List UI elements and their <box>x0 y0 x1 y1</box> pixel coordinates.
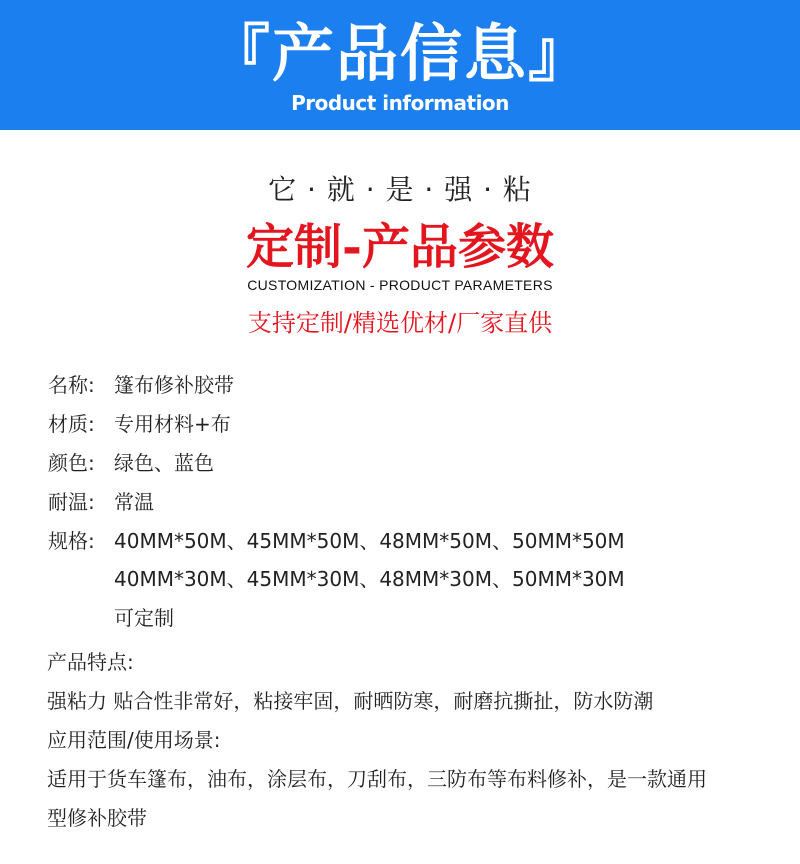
spec-label: 颜色: <box>48 451 95 475</box>
spec-row-material <box>48 410 231 438</box>
spec-label: 规格: <box>48 529 95 553</box>
spec-label: 耐温: <box>48 490 95 514</box>
spec-row-size <box>48 527 625 555</box>
section-title-en: CUSTOMIZATION - PRODUCT PARAMETERS <box>247 277 553 293</box>
spec-value: 绿色、蓝色 <box>114 451 214 475</box>
spec-size-line2: 40MM*30M、45MM*30M、48MM*30M、50MM*30M <box>114 567 625 591</box>
product-info-banner <box>0 0 800 130</box>
spec-row-temperature <box>48 488 154 516</box>
banner-subtitle: Product information <box>291 91 509 115</box>
spec-value: 常温 <box>114 490 154 514</box>
spec-label: 名称: <box>48 373 95 397</box>
tagline: 它 · 就 · 是 · 强 · 粘 <box>268 173 532 206</box>
usage-text-line2: 型修补胶带 <box>47 806 147 830</box>
spec-size-line3: 可定制 <box>114 606 174 630</box>
features-heading: 产品特点: <box>47 650 134 674</box>
spec-value: 篷布修补胶带 <box>114 373 234 397</box>
spec-value: 40MM*50M、45MM*50M、48MM*50M、50MM*50M <box>114 529 625 553</box>
spec-row-name <box>48 371 234 399</box>
spec-row-color <box>48 449 214 477</box>
spec-value: 专用材料+布 <box>114 412 231 436</box>
slogan: 支持定制/精选优材/厂家直供 <box>247 309 553 337</box>
section-title: 定制-产品参数 <box>246 219 554 275</box>
spec-label: 材质: <box>48 412 95 436</box>
usage-text-line1: 适用于货车篷布，油布，涂层布，刀刮布，三防布等布料修补，是一款通用 <box>47 767 707 791</box>
features-text: 强粘力 贴合性非常好，粘接牢固，耐晒防寒，耐磨抗撕扯，防水防潮 <box>47 689 654 713</box>
banner-title: 『产品信息』 <box>207 17 592 90</box>
usage-heading: 应用范围/使用场景: <box>47 728 221 752</box>
